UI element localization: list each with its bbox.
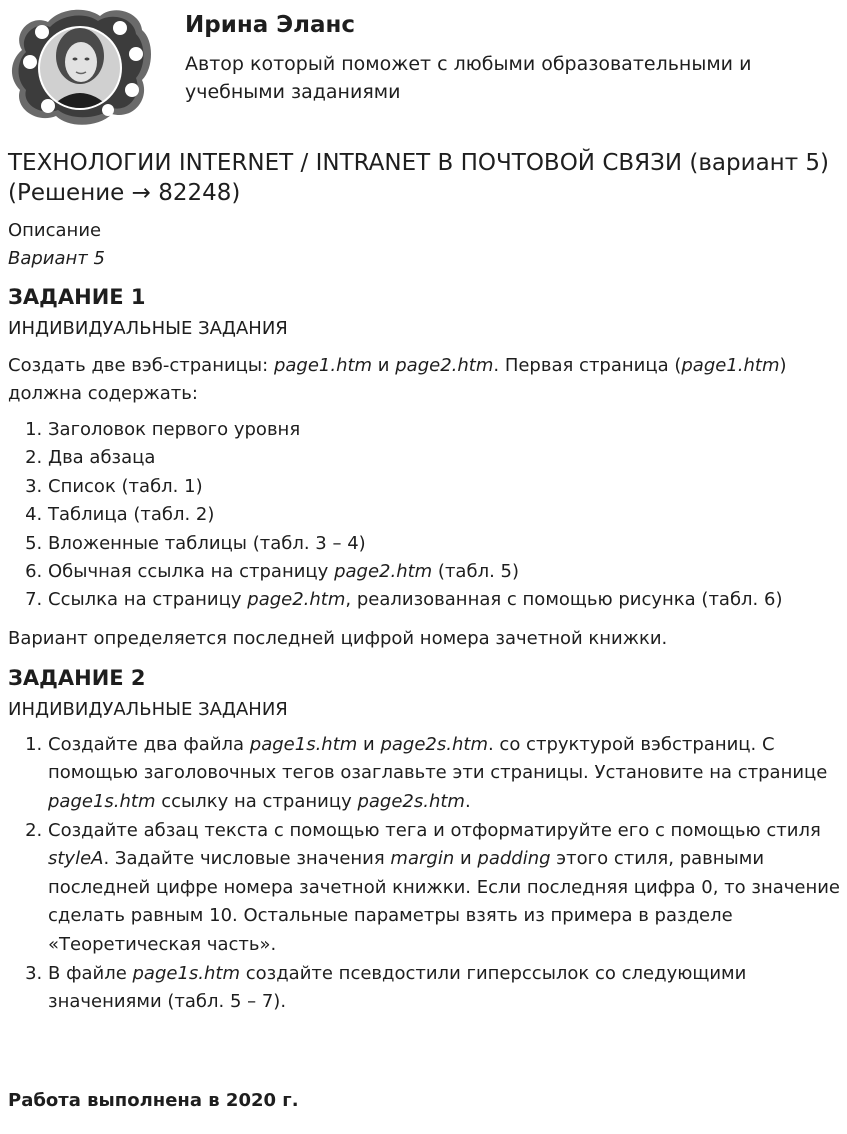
filename: page1s.htm	[48, 791, 156, 813]
author-name: Ирина Эланс	[185, 12, 356, 38]
author-description: Автор который поможет с любыми образовательными и учебными заданиями	[185, 53, 752, 103]
task1-heading: ЗАДАНИЕ 1	[8, 285, 146, 309]
list-item: 3. Список (табл. 1)	[48, 473, 840, 501]
text: , реализованная с помощью рисунка (табл. 6)	[345, 589, 783, 611]
list-item: 5. Вложенные таблицы (табл. 3 – 4)	[48, 530, 840, 558]
text: и	[372, 355, 396, 376]
footer-note: Работа выполнена в 2020 г.	[8, 1090, 299, 1111]
list-item	[48, 817, 840, 960]
filename: page2s.htm	[357, 791, 465, 813]
text: . Задайте числовые значения	[103, 848, 391, 870]
list-item	[48, 960, 840, 1017]
style-name: styleA	[48, 848, 104, 870]
list-item: 2. Два абзаца	[48, 444, 840, 472]
task1-list	[8, 416, 840, 615]
text: . Первая страница (	[493, 355, 682, 376]
text: и	[454, 848, 478, 870]
filename: page1s.htm	[132, 962, 241, 984]
task1-note: Вариант определяется последней цифрой номера зачетной книжки.	[8, 627, 668, 649]
text: и	[357, 733, 381, 755]
text: В файле	[48, 962, 133, 984]
task1-subheading: ИНДИВИДУАЛЬНЫЕ ЗАДАНИЯ	[8, 318, 288, 339]
author-avatar	[8, 6, 152, 126]
author-header	[0, 0, 847, 130]
list-item: 4. Таблица (табл. 2)	[48, 501, 840, 529]
list-item	[48, 558, 840, 586]
task2-subheading: ИНДИВИДУАЛЬНЫЕ ЗАДАНИЯ	[8, 698, 288, 720]
filename: page2s.htm	[380, 733, 488, 755]
list-item	[48, 731, 840, 817]
filename: page2.htm	[395, 355, 494, 376]
variant-label: Вариант 5	[8, 248, 105, 269]
filename: page1s.htm	[249, 733, 358, 755]
text: создайте псевдостили гиперссылок со следующими значениями (табл. 5 – 7).	[48, 962, 747, 1013]
text: (табл. 5)	[432, 561, 519, 583]
filename: page2.htm	[334, 561, 433, 583]
task2-list	[8, 731, 840, 1017]
property-name: padding	[477, 848, 551, 870]
description-label: Описание	[8, 220, 102, 241]
film-reel-avatar-icon	[8, 6, 152, 126]
task2-heading: ЗАДАНИЕ 2	[8, 665, 146, 690]
filename: page2.htm	[247, 589, 346, 611]
text: этого стиля, равными последней цифре номера зачетной книжки. Если последняя цифра 0, то значение сделать равным 10. Остальные параметры взять из примера в разделе «Теоретическая часть».	[48, 848, 840, 955]
filename: page1.htm	[681, 355, 780, 376]
text: ) должна содержать:	[8, 355, 787, 404]
document-title: ТЕХНОЛОГИИ INTERNET / INTRANET В ПОЧТОВОЙ СВЯЗИ (вариант 5) (Решение → 82248)	[8, 150, 830, 206]
text: .	[464, 791, 471, 813]
document-content	[8, 148, 840, 1017]
text: ссылку на страницу	[155, 791, 358, 813]
text: Создайте абзац текста с помощью тега и отформатируйте его с помощью стиля	[48, 819, 821, 841]
text: Ссылка на страницу	[48, 589, 248, 611]
text: Обычная ссылка на страницу	[48, 561, 335, 583]
text: . со структурой вэбстраниц. С помощью заголовочных тегов озаглавьте эти страницы. Установите на странице	[48, 733, 828, 784]
task1-intro	[8, 352, 840, 408]
text: Создать две вэб-страницы:	[8, 355, 274, 376]
filename: page1.htm	[273, 355, 373, 376]
list-item: 1. Заголовок первого уровня	[48, 416, 840, 444]
text: Создайте два файла	[48, 733, 250, 755]
property-name: margin	[390, 848, 455, 870]
list-item	[48, 586, 840, 614]
